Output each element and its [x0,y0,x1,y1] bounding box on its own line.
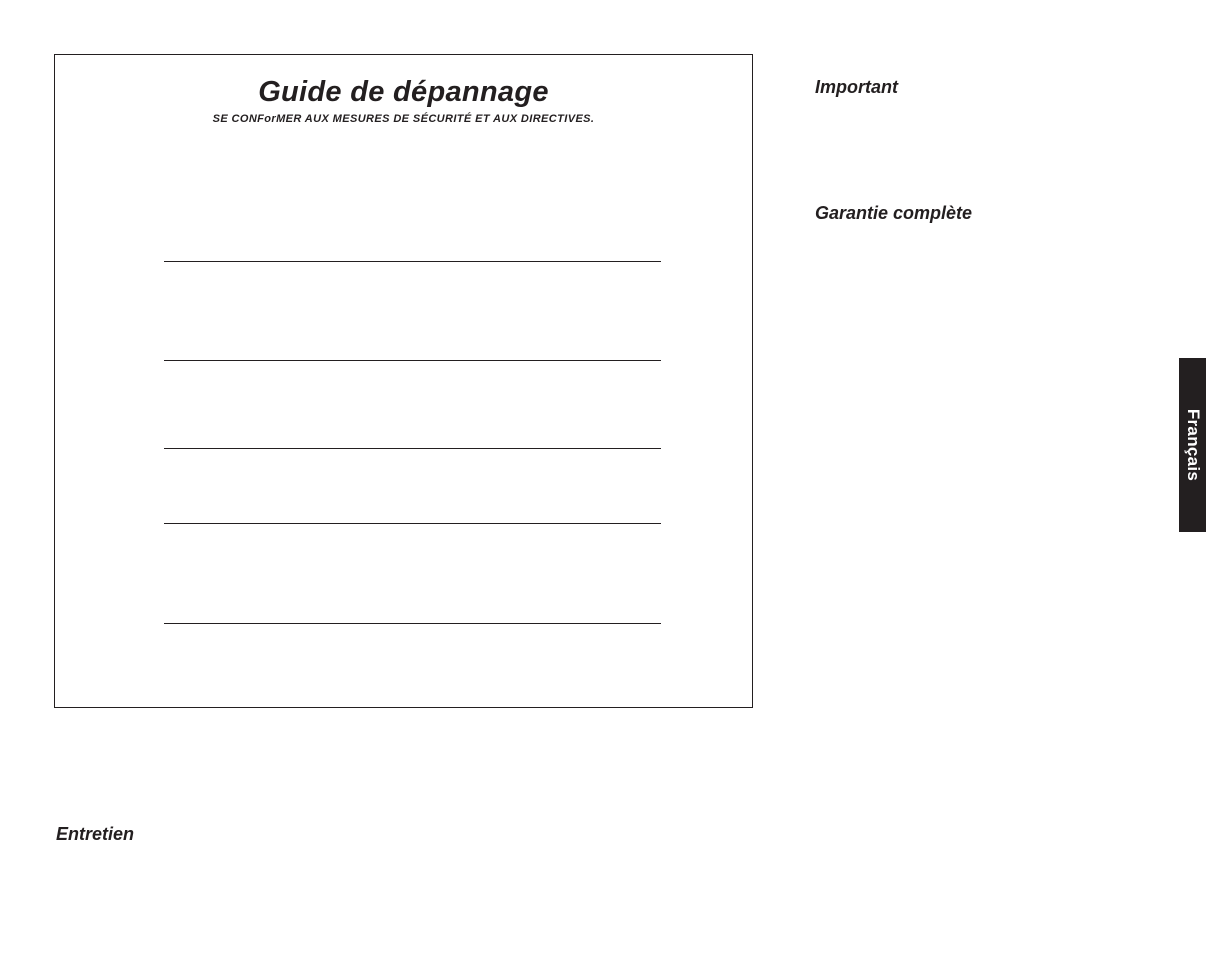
table-row-divider [164,261,661,262]
table-row-divider [164,360,661,361]
language-tab-label: Français [1183,408,1203,482]
table-row-divider [164,523,661,524]
warranty-heading: Garantie complète [815,203,973,223]
troubleshooting-guide-box [54,54,753,708]
table-row-divider [164,448,661,449]
troubleshooting-title: Guide de dépannage [258,76,549,108]
table-row-divider [164,623,661,624]
troubleshooting-subtitle: SE CONForMER AUX MESURES DE SÉCURITÉ ET AUX DIRECTIVES. [212,113,595,125]
important-heading: Important [815,77,898,97]
language-tab [1179,358,1206,532]
maintenance-heading: Entretien [56,824,135,844]
